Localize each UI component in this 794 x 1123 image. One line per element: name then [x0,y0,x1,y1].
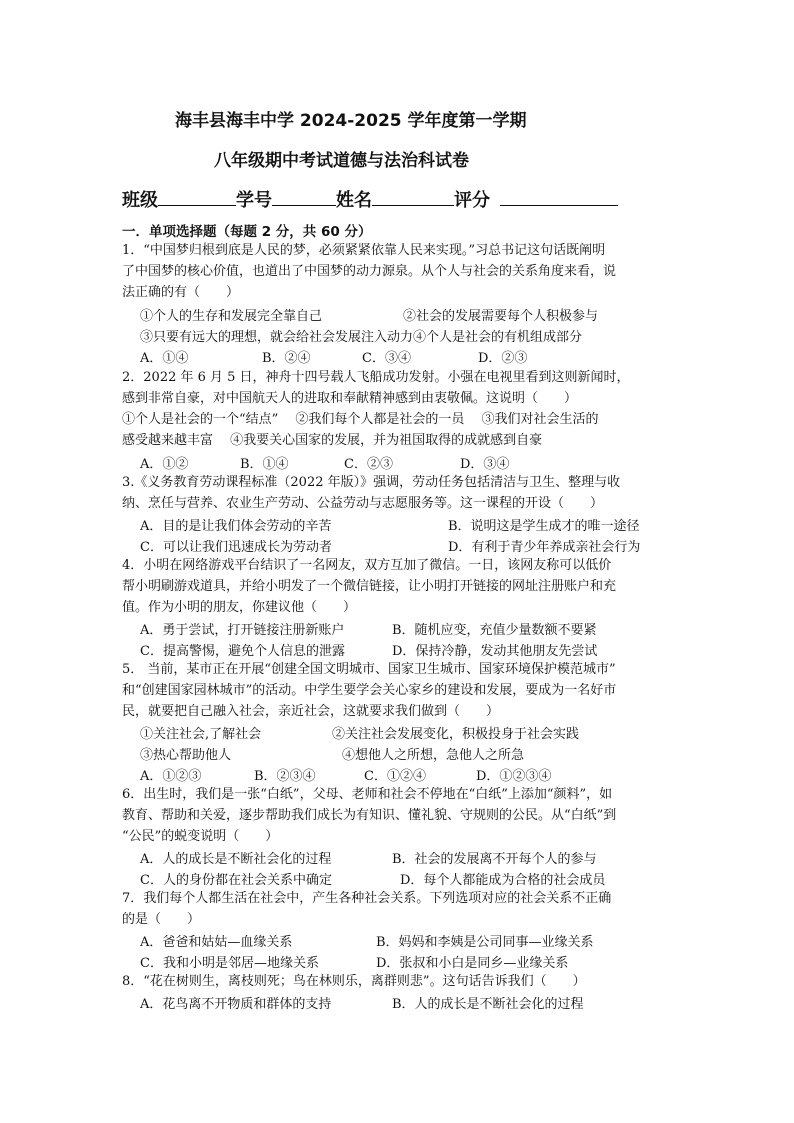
q6-stem-line2: 教育、帮助和关爱，逐步帮助我们成长为有知识、懂礼貌、守规则的公民。从“白纸”到 [122,808,617,823]
q5-option-d: D．①②③④ [476,769,552,784]
q3-option-c: C．可以让我们迅速成长为劳动者 [140,540,332,555]
q4-stem-line1: 4．小明在网络游戏平台结识了一名网友，双方互加了微信。一日，该网友称可以低价 [122,558,612,573]
q3-option-a: A．目的是让我们体会劳动的辛苦 [140,519,332,534]
number-label: 学号 [236,190,272,211]
exam-title-school: 海丰县海丰中学 2024-2025 学年度第一学期 [175,111,527,131]
q8-option-b: B．人的成长是不断社会化的过程 [392,997,584,1012]
q2-option-d: D．③④ [460,457,510,472]
q2-option-a: A．①② [140,457,189,472]
q5-stem-line3: 民，就要把自己融入社会，亲近社会，这就要求我们做到（ ） [122,704,500,719]
q3-option-b: B．说明这是学生成才的唯一途径 [448,519,640,534]
class-blank [158,187,236,206]
exam-title-subject: 八年级期中考试道德与法治科试卷 [214,151,469,171]
q1-option-a: A．①④ [140,351,189,366]
q6-option-a: A．人的成长是不断社会化的过程 [140,852,332,867]
q3-stem-line2: 纳、烹任与营养、农业生产劳动、公益劳动与志愿服务等。这一课程的开设（ ） [122,496,604,511]
q2-statement-line1: ①个人是社会的一个“结点” ②我们每个人都是社会的一员 ③我们对社会生活的 [122,412,599,427]
class-label: 班级 [122,190,158,211]
q8-stem-line1: 8．“花在树则生，离枝则死；鸟在林则乐，离群则悲”。这句话告诉我们（ ） [122,974,586,989]
q5-statement-1: ①关注社会,了解社会 [140,727,262,742]
q5-statement-2: ②关注社会发展变化，积极投身于社会实践 [332,727,580,742]
q5-statement-4: ④想他人之所想，急他人之所急 [342,748,525,763]
q6-stem-line1: 6．出生时，我们是一张“白纸”，父母、老师和社会不停地在“白纸”上添加“颜料”，如 [122,787,613,802]
score-blank [500,187,618,206]
q7-stem-line2: 的是（ ） [122,912,201,927]
section-heading: 一．单项选择题（每题 2 分，共 60 分） [122,224,372,240]
q5-option-b: B．②③④ [254,769,316,784]
q2-option-b: B．①④ [240,457,289,472]
q8-option-a: A．花鸟离不开物质和群体的支持 [140,997,332,1012]
q2-option-c: C．②③ [344,457,393,472]
q7-option-a: A．爸爸和姑姑—血缘关系 [140,935,293,950]
q6-stem-line3: “公民”的蜕变说明（ ） [122,829,279,844]
q7-option-b: B．妈妈和李姨是公司同事—业缘关系 [376,935,594,950]
q6-option-c: C．人的身份都在社会关系中确定 [140,873,332,888]
score-label: 评分 [454,190,490,211]
student-info-row [122,186,618,212]
q4-option-c: C．提高警惕，避免个人信息的泄露 [140,644,345,659]
q2-stem-line1: 2．2022 年 6 月 5 日，神舟十四号载人飞船成功发射。小强在电视里看到这则新闻时， [122,370,630,385]
q5-statement-3: ③热心帮助他人 [140,748,232,763]
q1-option-d: D．②③ [478,351,528,366]
q1-stem-line2: 了中国梦的核心价值，也道出了中国梦的动力源泉。从个人与社会的关系角度来看，说 [122,264,617,279]
q1-option-c: C．③④ [362,351,411,366]
q4-option-a: A．勇于尝试，打开链接注册新账户 [140,623,345,638]
q1-statement-3-4: ③只要有远大的理想，就会给社会发展注入动力④个人是社会的有机组成部分 [140,330,583,345]
name-label: 姓名 [336,190,372,211]
q1-option-b: B．②④ [262,351,311,366]
q4-stem-line2: 帮小明刷游戏道具，并给小明发了一个微信链接，让小明打开链接的网址注册账户和充 [122,579,617,594]
q7-option-d: D．张叔和小白是同乡—业缘关系 [376,956,569,971]
q7-stem-line1: 7．我们每个人都生活在社会中，产生各种社会关系。下列选项对应的社会关系不正确 [122,891,612,906]
q4-option-b: B．随机应变，充值少量数额不要紧 [392,623,597,638]
q3-option-d: D．有利于青少年养成亲社会行为 [448,540,641,555]
q6-option-d: D．每个人都能成为合格的社会成员 [400,873,606,888]
q3-stem-line1: 3.《义务教育劳动课程标准（2022 年版）》强调，劳动任务包括清洁与卫生、整理与收 [122,475,621,490]
q1-statement-2: ②社会的发展需要每个人积极参与 [403,309,599,324]
number-blank [272,187,336,206]
q1-stem-line1: 1．“中国梦归根到底是人民的梦，必须紧紧依靠人民来实现。”习总书记这句话既阐明 [122,243,606,258]
q5-option-c: C．①②④ [364,769,426,784]
q5-stem-line2: 和“创建国家园林城市”的活动。中学生要学会关心家乡的建设和发展，要成为一名好市 [122,683,617,698]
q4-option-d: D．保持冷静，发动其他朋友先尝试 [392,644,598,659]
q6-option-b: B．社会的发展离不开每个人的参与 [392,852,597,867]
q2-stem-line2: 感到非常自豪，对中国航天人的进取和奉献精神感到由衷敬佩。这说明（ ） [122,391,578,406]
q1-stem-line3: 法正确的有（ ） [122,285,240,300]
q4-stem-line3: 值。作为小明的朋友，你建议他（ ） [122,600,357,615]
name-blank [372,187,454,206]
q1-statement-1: ①个人的生存和发展完全靠自己 [140,309,323,324]
q5-stem-line1: 5． 当前，某市正在开展“创建全国文明城市、国家卫生城市、国家环境保护模范城市” [122,662,616,677]
q2-statement-line2: 感受越来越丰富 ④我要关心国家的发展，并为祖国取得的成就感到自豪 [122,433,543,448]
q7-option-c: C．我和小明是邻居—地缘关系 [140,956,319,971]
q5-option-a: A．①②③ [140,769,202,784]
